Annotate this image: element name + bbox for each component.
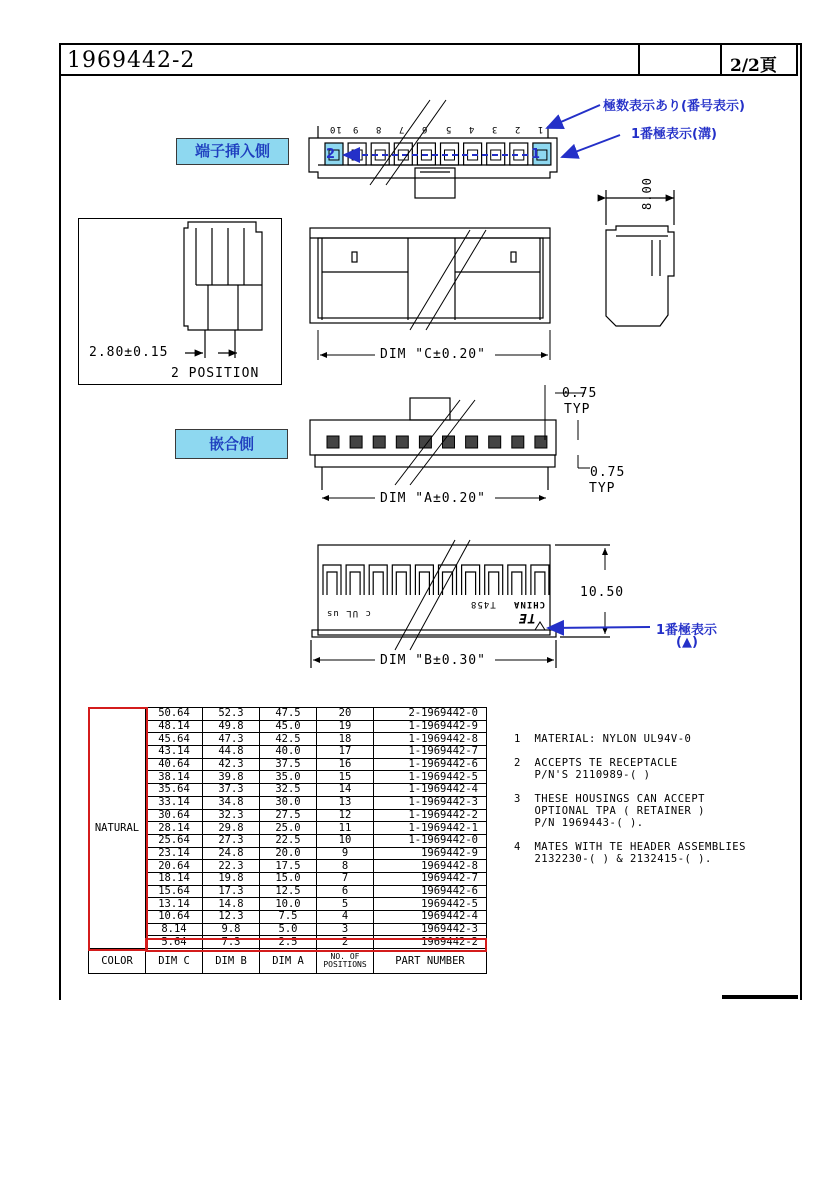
table-cell: 11	[317, 822, 374, 835]
table-cell: 7.5	[260, 911, 317, 924]
table-cell: 25.64	[146, 834, 203, 847]
table-cell: 1969442-2	[374, 936, 487, 949]
marking-country: CHINA	[513, 599, 546, 609]
pin-number: 1	[536, 124, 544, 134]
table-cell: 32.5	[260, 784, 317, 797]
table-cell: 1-1969442-7	[374, 746, 487, 759]
table-cell: 1969442-7	[374, 872, 487, 885]
marking-code: T458	[470, 599, 496, 609]
table-row	[89, 809, 487, 822]
table-cell: 33.14	[146, 796, 203, 809]
typ-bottom-label: TYP	[589, 481, 616, 496]
header-color: COLOR	[89, 949, 146, 974]
pin-number: 6	[421, 124, 428, 134]
table-cell: 47.3	[203, 733, 260, 746]
natural-highlight	[88, 707, 148, 951]
mating-side-label: 嵌合側	[175, 429, 288, 459]
table-cell: 15.0	[260, 872, 317, 885]
dim-b-label: DIM "B±0.30"	[380, 653, 486, 668]
table-cell: 37.3	[203, 784, 260, 797]
dim-a-label: DIM "A±0.20"	[380, 491, 486, 506]
color-cell: NATURAL	[89, 708, 146, 949]
notes-block	[514, 733, 746, 877]
table-cell: 1-1969442-4	[374, 784, 487, 797]
mating-pin	[396, 436, 408, 448]
table-cell: 22.5	[260, 834, 317, 847]
table-cell: 1-1969442-2	[374, 809, 487, 822]
header-positions	[317, 949, 374, 974]
table-cell: 20	[317, 708, 374, 721]
table-cell: 10.64	[146, 911, 203, 924]
table-cell: 5	[317, 898, 374, 911]
table-cell: 17.5	[260, 860, 317, 873]
table-cell: 1-1969442-5	[374, 771, 487, 784]
table-cell: 17	[317, 746, 374, 759]
table-cell: 1969442-5	[374, 898, 487, 911]
table-cell: 16	[317, 758, 374, 771]
table-row	[89, 822, 487, 835]
table-cell: 42.3	[203, 758, 260, 771]
table-cell: 1969442-3	[374, 923, 487, 936]
table-cell: 18	[317, 733, 374, 746]
table-cell: 7	[317, 872, 374, 885]
note-4: 4 MATES WITH TE HEADER ASSEMBLIES 2132230-( ) & 2132415-( ).	[514, 841, 746, 865]
top-view	[309, 126, 557, 198]
bottom-slot	[392, 565, 410, 595]
bottom-slot	[485, 565, 503, 595]
table-row	[89, 911, 487, 924]
table-cell: 1969442-4	[374, 911, 487, 924]
table-row	[89, 720, 487, 733]
pin-number: 10	[329, 124, 342, 134]
pin-number: 5	[444, 124, 451, 134]
bottom-slot	[508, 565, 526, 595]
table-cell: 12	[317, 809, 374, 822]
sheet-number: 2/2頁	[730, 56, 777, 76]
table-cell: 19.8	[203, 872, 260, 885]
table-cell: 19	[317, 720, 374, 733]
pole-number-display-note: 極数表示あり(番号表示)	[603, 99, 745, 114]
note-2: 2 ACCEPTS TE RECEPTACLE P/N'S 2110989-( )	[514, 757, 678, 781]
table-cell: 3	[317, 923, 374, 936]
mating-pin	[419, 436, 431, 448]
table-cell: 1-1969442-3	[374, 796, 487, 809]
pin-number: 9	[352, 124, 359, 134]
mating-pin	[443, 436, 455, 448]
table-cell: 9.8	[203, 923, 260, 936]
table-cell: 12.5	[260, 885, 317, 898]
table-row	[89, 885, 487, 898]
table-cell: 44.8	[203, 746, 260, 759]
table-cell: 35.64	[146, 784, 203, 797]
table-cell: 45.0	[260, 720, 317, 733]
side-view-right	[606, 190, 674, 326]
table-cell: 15	[317, 771, 374, 784]
mating-pin	[489, 436, 501, 448]
typ-top-value: 0.75	[562, 386, 598, 401]
table-row	[89, 872, 487, 885]
table-cell: 14.8	[203, 898, 260, 911]
header-positions-line2: POSITIONS	[323, 960, 367, 970]
pole1-triangle-note: 1番極表示	[656, 623, 718, 638]
table-row	[89, 923, 487, 936]
front-view	[310, 228, 550, 323]
table-cell: 43.14	[146, 746, 203, 759]
bottom-slot	[462, 565, 480, 595]
pole1-groove-note: 1番極表示(溝)	[631, 127, 717, 142]
header-dim-b: DIM B	[203, 949, 260, 974]
bottom-slot	[323, 565, 341, 595]
pitch-dim: 2.80±0.15	[89, 345, 169, 360]
selected-row-highlight	[145, 938, 487, 952]
table-cell: 18.14	[146, 872, 203, 885]
table-row	[89, 784, 487, 797]
header-part-number: PART NUMBER	[374, 949, 487, 974]
bottom-slot-row	[323, 565, 549, 595]
table-cell: 12.3	[203, 911, 260, 924]
table-cell: 49.8	[203, 720, 260, 733]
table-cell: 13.14	[146, 898, 203, 911]
table-cell: 25.0	[260, 822, 317, 835]
table-row	[89, 796, 487, 809]
table-cell: 8.14	[146, 923, 203, 936]
table-cell: 15.64	[146, 885, 203, 898]
table-cell: 28.14	[146, 822, 203, 835]
table-cell: 35.0	[260, 771, 317, 784]
table-row	[89, 860, 487, 873]
bottom-slot	[531, 565, 549, 595]
table-cell: 27.3	[203, 834, 260, 847]
mating-pin	[466, 436, 478, 448]
pole1-triangle-symbol: (▲)	[676, 635, 698, 650]
table-cell: 40.64	[146, 758, 203, 771]
table-cell: 24.8	[203, 847, 260, 860]
table-cell: 30.0	[260, 796, 317, 809]
table-cell: 27.5	[260, 809, 317, 822]
table-row	[89, 834, 487, 847]
table-cell: 45.64	[146, 733, 203, 746]
table-cell: 1-1969442-8	[374, 733, 487, 746]
terminal-side-label: 端子挿入側	[176, 138, 289, 165]
table-cell: 1-1969442-1	[374, 822, 487, 835]
table-row	[89, 733, 487, 746]
table-cell: 34.8	[203, 796, 260, 809]
table-cell: 1-1969442-9	[374, 720, 487, 733]
bottom-view	[311, 545, 610, 668]
table-cell: 17.3	[203, 885, 260, 898]
table-cell: 23.14	[146, 847, 203, 860]
mating-pin	[327, 436, 339, 448]
table-cell: 48.14	[146, 720, 203, 733]
table-row	[89, 708, 487, 721]
document-number: 1969442-2	[67, 48, 196, 73]
cavity-last-number: 1	[531, 147, 542, 162]
table-cell: 4	[317, 911, 374, 924]
inset-caption: 2 POSITION	[171, 366, 260, 381]
table-cell: 13	[317, 796, 374, 809]
table-cell: 5.0	[260, 923, 317, 936]
dim-height-8: 8.00	[640, 177, 654, 210]
pin-number: 3	[490, 124, 498, 134]
header-dim-a: DIM A	[260, 949, 317, 974]
table-cell: 42.5	[260, 733, 317, 746]
table-header-row	[89, 949, 487, 974]
marking-ul: c UL us	[326, 608, 371, 618]
table-row	[89, 847, 487, 860]
table-row	[89, 771, 487, 784]
header-positions-line1: NO. OF	[330, 952, 360, 962]
pin-number: 4	[467, 124, 475, 134]
table-cell: 1-1969442-6	[374, 758, 487, 771]
table-cell: 2	[317, 936, 374, 949]
table-row	[89, 746, 487, 759]
table-cell: 40.0	[260, 746, 317, 759]
table-cell: 10	[317, 834, 374, 847]
note-3: 3 THESE HOUSINGS CAN ACCEPT OPTIONAL TPA ( RETAINER ) P/N 1969443-( ).	[514, 793, 706, 829]
dim-c-label: DIM "C±0.20"	[380, 347, 486, 362]
typ-top-label: TYP	[564, 402, 591, 417]
table-cell: 1969442-6	[374, 885, 487, 898]
cavity-first-number: 2	[326, 147, 337, 162]
table-cell: 7.3	[203, 936, 260, 949]
header-dim-c: DIM C	[146, 949, 203, 974]
table-cell: 2.5	[260, 936, 317, 949]
table-cell: 1969442-8	[374, 860, 487, 873]
pin-number: 7	[398, 124, 405, 134]
table-cell: 37.5	[260, 758, 317, 771]
table-cell: 1-1969442-0	[374, 834, 487, 847]
bottom-slot	[346, 565, 364, 595]
pin-number: 8	[375, 124, 382, 134]
table-cell: 39.8	[203, 771, 260, 784]
table-cell: 50.64	[146, 708, 203, 721]
table-cell: 52.3	[203, 708, 260, 721]
mating-pin	[350, 436, 362, 448]
bottom-slot	[415, 565, 433, 595]
table-cell: 29.8	[203, 822, 260, 835]
table-cell: 20.0	[260, 847, 317, 860]
table-row	[89, 898, 487, 911]
typ-bottom-value: 0.75	[590, 465, 626, 480]
note-1: 1 MATERIAL: NYLON UL94V-0	[514, 733, 692, 745]
inset-frame	[78, 218, 282, 385]
table-cell: 14	[317, 784, 374, 797]
table-cell: 8	[317, 860, 374, 873]
table-cell: 5.64	[146, 936, 203, 949]
table-cell: 10.0	[260, 898, 317, 911]
table-cell: 9	[317, 847, 374, 860]
table-cell: 30.64	[146, 809, 203, 822]
table-cell: 2-1969442-0	[374, 708, 487, 721]
table-cell: 38.14	[146, 771, 203, 784]
dim-height-10-50: 10.50	[580, 585, 625, 600]
table-row	[89, 758, 487, 771]
table-cell: 32.3	[203, 809, 260, 822]
table-cell: 22.3	[203, 860, 260, 873]
mating-pin	[512, 436, 524, 448]
table-cell: 47.5	[260, 708, 317, 721]
bottom-slot	[369, 565, 387, 595]
mating-pin-row	[327, 436, 547, 448]
mating-pin	[373, 436, 385, 448]
table-cell: 1969442-9	[374, 847, 487, 860]
marking-brand: TE	[518, 610, 536, 625]
table-cell: 20.64	[146, 860, 203, 873]
table-cell: 6	[317, 885, 374, 898]
pin-number: 2	[513, 124, 521, 134]
